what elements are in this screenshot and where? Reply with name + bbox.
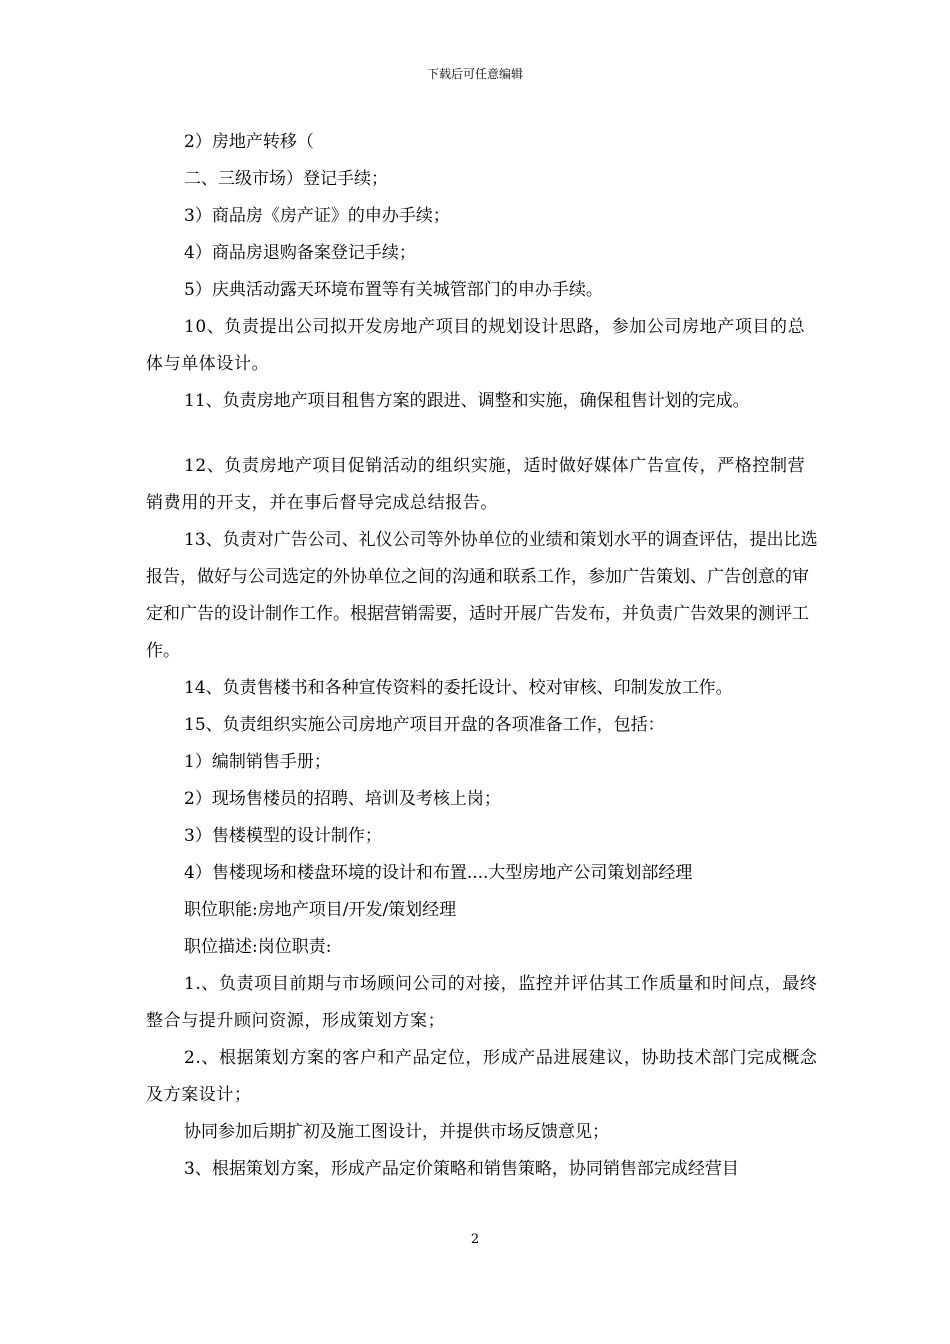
paragraph-duty-1: 1.、负责项目前期与市场顾问公司的对接，监控并评估其工作质量和时间点，最终整合与提升顾问资源，形成策划方案； bbox=[146, 974, 818, 1031]
paragraph-item-12: 12、负责房地产项目促销活动的组织实施，适时做好媒体广告宣传，严格控制营销费用的开支，并在事后督导完成总结报告。 bbox=[146, 456, 806, 513]
paragraph-item-11: 11、负责房地产项目租售方案的跟进、调整和实施，确保租售计划的完成。 bbox=[184, 391, 750, 411]
page-header-note: 下载后可任意编辑 bbox=[426, 67, 523, 81]
paragraph-celebration-permits: 5）庆典活动露天环境布置等有关城管部门的申办手续。 bbox=[184, 280, 603, 300]
paragraph-site-layout: 4）售楼现场和楼盘环境的设计和布置....大型房地产公司策划部经理 bbox=[184, 863, 693, 883]
paragraph-construction-design: 协同参加后期扩初及施工图设计，并提供市场反馈意见； bbox=[184, 1122, 609, 1142]
paragraph-job-description: 职位描述:岗位职责: bbox=[184, 937, 332, 957]
paragraph-staff-recruitment: 2）现场售楼员的招聘、培训及考核上岗； bbox=[184, 789, 501, 809]
paragraph-sales-manual: 1）编制销售手册； bbox=[184, 752, 331, 772]
paragraph-item-14: 14、负责售楼书和各种宣传资料的委托设计、校对审核、印制发放工作。 bbox=[184, 678, 733, 698]
paragraph-item-13: 13、负责对广告公司、礼仪公司等外协单位的业绩和策划水平的调查评估，提出比选报告，做好与公司选定的外协单位之间的沟通和联系工作，参加广告策划、广告创意的审定和广告的设计制作工作。根据营销需要，适时开展广告发布，并负责广告效果的测评工作。 bbox=[146, 530, 818, 661]
paragraph-transfer: 2）房地产转移（ bbox=[184, 132, 314, 152]
paragraph-duty-2: 2.、根据策划方案的客户和产品定位，形成产品进展建议，协助技术部门完成概念及方案设计； bbox=[146, 1048, 818, 1105]
paragraph-duty-3: 3、根据策划方案，形成产品定价策略和销售策略，协同销售部完成经营目 bbox=[184, 1159, 739, 1179]
paragraph-return-registration: 4）商品房退购备案登记手续； bbox=[184, 243, 416, 263]
paragraph-property-certificate: 3）商品房《房产证》的申办手续； bbox=[184, 206, 450, 226]
paragraph-job-function: 职位职能:房地产项目/开发/策划经理 bbox=[184, 900, 457, 920]
paragraph-item-15: 15、负责组织实施公司房地产项目开盘的各项准备工作，包括： bbox=[184, 715, 665, 735]
paragraph-market-registration: 二、三级市场）登记手续； bbox=[184, 169, 388, 189]
paragraph-spacer bbox=[146, 420, 822, 448]
document-body bbox=[146, 124, 822, 1188]
page-number: 2 bbox=[470, 1232, 480, 1247]
paragraph-item-10: 10、负责提出公司拟开发房地产项目的规划设计思路，参加公司房地产项目的总体与单体设计。 bbox=[146, 317, 806, 374]
paragraph-model-design: 3）售楼模型的设计制作； bbox=[184, 826, 382, 846]
